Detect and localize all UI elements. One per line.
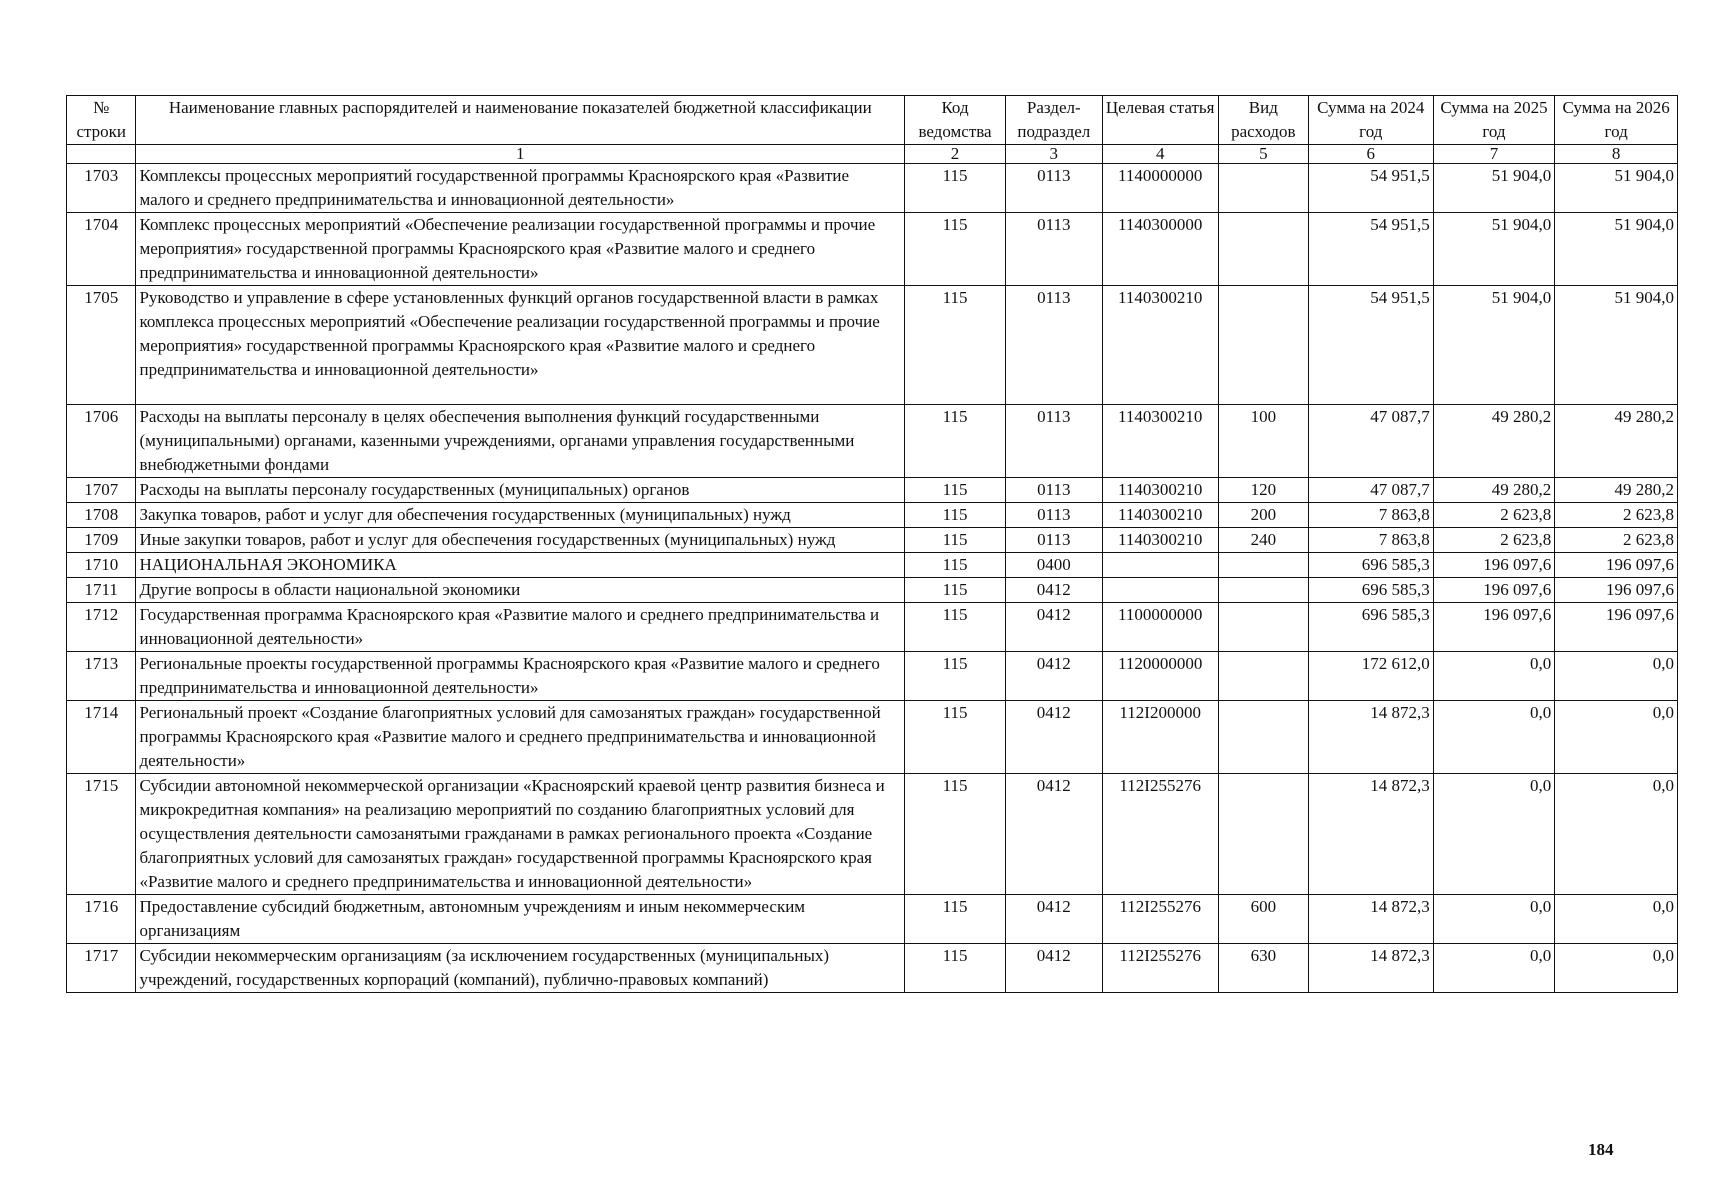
table-row (67, 701, 1678, 774)
row-sum-2026: 196 097,6 (1555, 603, 1678, 652)
row-sum-2024: 54 951,5 (1308, 213, 1433, 286)
row-section: 0113 (1006, 405, 1103, 478)
row-type (1218, 286, 1308, 405)
row-name: Региональный проект «Создание благоприятных условий для самозанятых граждан» государственной программы Красноярского края «Развитие малого и среднего предпринимательства и инновационной деятельности» (136, 701, 905, 774)
row-name: НАЦИОНАЛЬНАЯ ЭКОНОМИКА (136, 553, 905, 578)
row-num: 1703 (67, 164, 136, 213)
row-section: 0113 (1006, 528, 1103, 553)
column-number: 1 (136, 145, 905, 164)
row-code: 115 (905, 553, 1006, 578)
row-section: 0412 (1006, 578, 1103, 603)
row-name: Расходы на выплаты персоналу государственных (муниципальных) органов (136, 478, 905, 503)
row-num: 1710 (67, 553, 136, 578)
table-row (67, 944, 1678, 993)
row-name: Комплексы процессных мероприятий государственной программы Красноярского края «Развитие малого и среднего предпринимательства и инновационной деятельности» (136, 164, 905, 213)
page-number: 184 (1588, 1140, 1614, 1159)
row-name: Государственная программа Красноярского края «Развитие малого и среднего предпринимательства и инновационной деятельности» (136, 603, 905, 652)
row-section: 0113 (1006, 286, 1103, 405)
row-type (1218, 164, 1308, 213)
row-section: 0113 (1006, 164, 1103, 213)
header-target: Целевая статья (1102, 96, 1218, 145)
table-row (67, 652, 1678, 701)
row-sum-2025: 0,0 (1433, 944, 1555, 993)
row-name: Закупка товаров, работ и услуг для обеспечения государственных (муниципальных) нужд (136, 503, 905, 528)
row-code: 115 (905, 503, 1006, 528)
row-sum-2025: 196 097,6 (1433, 603, 1555, 652)
row-sum-2024: 7 863,8 (1308, 503, 1433, 528)
column-number: 5 (1218, 145, 1308, 164)
row-target: 112I255276 (1102, 774, 1218, 895)
row-code: 115 (905, 701, 1006, 774)
row-section: 0412 (1006, 895, 1103, 944)
row-sum-2026: 49 280,2 (1555, 405, 1678, 478)
row-sum-2024: 54 951,5 (1308, 164, 1433, 213)
table-row (67, 895, 1678, 944)
row-type (1218, 578, 1308, 603)
table-row (67, 286, 1678, 405)
header-sum-2025: Сумма на 2025 год (1433, 96, 1555, 145)
row-section: 0400 (1006, 553, 1103, 578)
row-type: 600 (1218, 895, 1308, 944)
row-section: 0113 (1006, 213, 1103, 286)
row-num: 1706 (67, 405, 136, 478)
row-sum-2025: 49 280,2 (1433, 405, 1555, 478)
row-sum-2024: 696 585,3 (1308, 578, 1433, 603)
row-target: 1140300210 (1102, 528, 1218, 553)
row-sum-2026: 0,0 (1555, 944, 1678, 993)
column-number: 8 (1555, 145, 1678, 164)
row-code: 115 (905, 603, 1006, 652)
row-target: 1140300210 (1102, 478, 1218, 503)
row-target: 1140300210 (1102, 286, 1218, 405)
table-row (67, 478, 1678, 503)
row-type (1218, 652, 1308, 701)
row-sum-2026: 51 904,0 (1555, 164, 1678, 213)
row-sum-2025: 2 623,8 (1433, 503, 1555, 528)
header-num: № строки (67, 96, 136, 145)
table-row (67, 405, 1678, 478)
row-type: 120 (1218, 478, 1308, 503)
row-sum-2024: 14 872,3 (1308, 895, 1433, 944)
row-code: 115 (905, 405, 1006, 478)
row-section: 0113 (1006, 478, 1103, 503)
row-num: 1714 (67, 701, 136, 774)
row-name: Другие вопросы в области национальной экономики (136, 578, 905, 603)
table-row (67, 213, 1678, 286)
header-section: Раздел-подраздел (1006, 96, 1103, 145)
row-code: 115 (905, 895, 1006, 944)
row-type: 200 (1218, 503, 1308, 528)
row-name: Руководство и управление в сфере установленных функций органов государственной власти в рамках комплекса процессных мероприятий «Обеспечение реализации государственной программы и прочие мероприятия» государственной программы Красноярского края «Развитие малого и среднего предпринимательства и инновационной деятельности» (136, 286, 905, 405)
row-num: 1713 (67, 652, 136, 701)
row-sum-2025: 0,0 (1433, 774, 1555, 895)
budget-table (66, 95, 1678, 993)
row-sum-2024: 14 872,3 (1308, 701, 1433, 774)
row-sum-2026: 0,0 (1555, 895, 1678, 944)
row-sum-2025: 196 097,6 (1433, 578, 1555, 603)
header-sum-2024: Сумма на 2024 год (1308, 96, 1433, 145)
row-code: 115 (905, 213, 1006, 286)
row-code: 115 (905, 478, 1006, 503)
row-code: 115 (905, 528, 1006, 553)
row-sum-2026: 2 623,8 (1555, 528, 1678, 553)
column-number (67, 145, 136, 164)
header-row (67, 96, 1678, 145)
header-code: Код ведомства (905, 96, 1006, 145)
header-type: Вид расходов (1218, 96, 1308, 145)
row-name: Предоставление субсидий бюджетным, автономным учреждениям и иным некоммерческим организациям (136, 895, 905, 944)
row-code: 115 (905, 944, 1006, 993)
row-type (1218, 553, 1308, 578)
row-sum-2024: 14 872,3 (1308, 944, 1433, 993)
table-row (67, 503, 1678, 528)
row-name: Иные закупки товаров, работ и услуг для обеспечения государственных (муниципальных) нужд (136, 528, 905, 553)
row-sum-2026: 0,0 (1555, 701, 1678, 774)
column-number: 6 (1308, 145, 1433, 164)
row-name: Региональные проекты государственной программы Красноярского края «Развитие малого и среднего предпринимательства и инновационной деятельности» (136, 652, 905, 701)
table-row (67, 774, 1678, 895)
row-code: 115 (905, 652, 1006, 701)
row-sum-2024: 14 872,3 (1308, 774, 1433, 895)
row-num: 1709 (67, 528, 136, 553)
row-type (1218, 213, 1308, 286)
row-type (1218, 603, 1308, 652)
row-target: 112I255276 (1102, 944, 1218, 993)
row-sum-2024: 172 612,0 (1308, 652, 1433, 701)
table-row (67, 164, 1678, 213)
row-sum-2024: 47 087,7 (1308, 405, 1433, 478)
row-sum-2026: 51 904,0 (1555, 213, 1678, 286)
row-sum-2025: 0,0 (1433, 895, 1555, 944)
row-sum-2025: 51 904,0 (1433, 164, 1555, 213)
row-target (1102, 553, 1218, 578)
row-sum-2026: 2 623,8 (1555, 503, 1678, 528)
row-section: 0412 (1006, 774, 1103, 895)
header-sum-2026: Сумма на 2026 год (1555, 96, 1678, 145)
row-code: 115 (905, 578, 1006, 603)
row-sum-2025: 51 904,0 (1433, 286, 1555, 405)
row-target: 1140300210 (1102, 405, 1218, 478)
row-code: 115 (905, 286, 1006, 405)
column-number: 4 (1102, 145, 1218, 164)
row-name: Субсидии некоммерческим организациям (за исключением государственных (муниципальных) учреждений, государственных корпораций (компаний), публично-правовых компаний) (136, 944, 905, 993)
row-type: 630 (1218, 944, 1308, 993)
column-number: 2 (905, 145, 1006, 164)
row-target: 1140300210 (1102, 503, 1218, 528)
row-sum-2026: 0,0 (1555, 652, 1678, 701)
row-sum-2025: 2 623,8 (1433, 528, 1555, 553)
row-section: 0113 (1006, 503, 1103, 528)
row-target: 112I200000 (1102, 701, 1218, 774)
row-target (1102, 578, 1218, 603)
row-sum-2026: 0,0 (1555, 774, 1678, 895)
row-sum-2026: 196 097,6 (1555, 553, 1678, 578)
row-type: 100 (1218, 405, 1308, 478)
row-type (1218, 701, 1308, 774)
column-numbers-row (67, 145, 1678, 164)
row-sum-2026: 49 280,2 (1555, 478, 1678, 503)
table-row (67, 603, 1678, 652)
row-num: 1705 (67, 286, 136, 405)
table-row (67, 528, 1678, 553)
table-row (67, 578, 1678, 603)
row-section: 0412 (1006, 652, 1103, 701)
column-number: 3 (1006, 145, 1103, 164)
row-sum-2026: 196 097,6 (1555, 578, 1678, 603)
row-target: 1120000000 (1102, 652, 1218, 701)
row-target: 1140000000 (1102, 164, 1218, 213)
row-num: 1708 (67, 503, 136, 528)
row-sum-2025: 0,0 (1433, 701, 1555, 774)
row-sum-2025: 49 280,2 (1433, 478, 1555, 503)
row-sum-2025: 196 097,6 (1433, 553, 1555, 578)
row-sum-2024: 696 585,3 (1308, 603, 1433, 652)
row-sum-2025: 0,0 (1433, 652, 1555, 701)
row-sum-2024: 7 863,8 (1308, 528, 1433, 553)
row-num: 1712 (67, 603, 136, 652)
row-num: 1704 (67, 213, 136, 286)
row-target: 1140300000 (1102, 213, 1218, 286)
row-name: Расходы на выплаты персоналу в целях обеспечения выполнения функций государственными (муниципальными) органами, казенными учреждениями, органами управления государственными внебюджетными фондами (136, 405, 905, 478)
row-section: 0412 (1006, 944, 1103, 993)
row-sum-2024: 696 585,3 (1308, 553, 1433, 578)
row-name: Комплекс процессных мероприятий «Обеспечение реализации государственной программы и прочие мероприятия» государственной программы Красноярского края «Развитие малого и среднего предпринимательства и инновационной деятельности» (136, 213, 905, 286)
row-name: Субсидии автономной некоммерческой организации «Красноярский краевой центр развития бизнеса и микрокредитная компания» на реализацию мероприятий по созданию благоприятных условий для осуществления деятельности самозанятыми гражданами в рамках регионального проекта «Создание благоприятных условий для самозанятых граждан» государственной программы Красноярского края «Развитие малого и среднего предпринимательства и инновационной деятельности» (136, 774, 905, 895)
row-sum-2026: 51 904,0 (1555, 286, 1678, 405)
row-num: 1711 (67, 578, 136, 603)
row-code: 115 (905, 164, 1006, 213)
row-sum-2024: 47 087,7 (1308, 478, 1433, 503)
row-section: 0412 (1006, 603, 1103, 652)
row-type: 240 (1218, 528, 1308, 553)
row-sum-2024: 54 951,5 (1308, 286, 1433, 405)
row-num: 1717 (67, 944, 136, 993)
header-name: Наименование главных распорядителей и наименование показателей бюджетной классификации (136, 96, 905, 145)
row-num: 1707 (67, 478, 136, 503)
row-code: 115 (905, 774, 1006, 895)
row-section: 0412 (1006, 701, 1103, 774)
row-target: 112I255276 (1102, 895, 1218, 944)
row-num: 1716 (67, 895, 136, 944)
row-type (1218, 774, 1308, 895)
column-number: 7 (1433, 145, 1555, 164)
row-target: 1100000000 (1102, 603, 1218, 652)
row-sum-2025: 51 904,0 (1433, 213, 1555, 286)
table-row (67, 553, 1678, 578)
row-num: 1715 (67, 774, 136, 895)
